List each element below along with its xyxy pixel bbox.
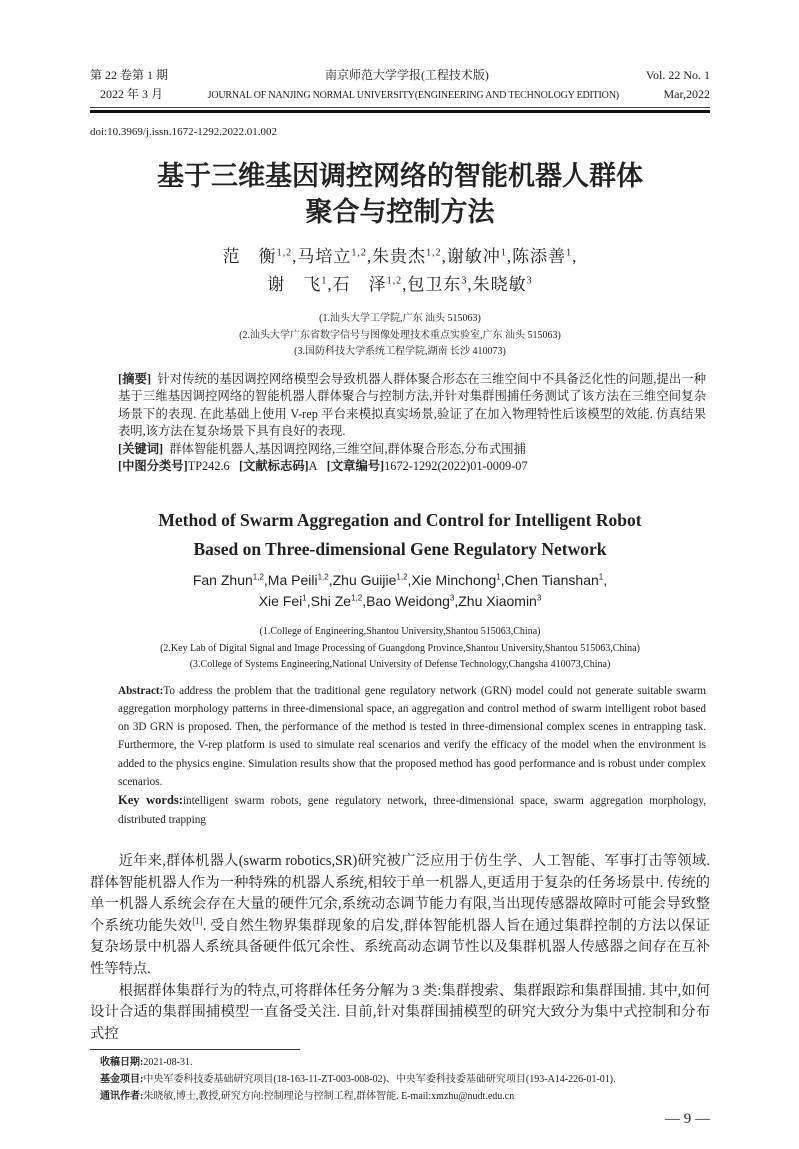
abstract-en [118,682,706,792]
received-date: 2021-08-31. [143,1057,193,1069]
author-name: Xie Minchong [411,572,497,589]
author-affiliation-mark: 1,2 [386,275,403,287]
footnotes [100,1054,710,1105]
author-name: 朱贵杰 [372,247,427,266]
title-cn-line: 聚合与控制方法 [305,197,495,228]
author-affiliation-mark: 3 [526,275,533,287]
author-affiliation-mark: 1,2 [351,247,367,259]
body-paragraph [90,851,710,981]
author-name: Zhu Guijie [332,572,397,589]
header-rule [90,107,710,108]
author-name: 包卫东 [407,275,462,294]
body-text [90,851,710,1045]
body-text-run: 近年来,群体机器人(swarm robotics,SR)研究被广泛应用于仿生学、人工智能、军事打击等领域. 群体智能机器人作为一种特殊的机器人系统,相较于单一机器人,更适用于复杂的任务场景中. 传统的单一机器人系统会存在大量的硬件冗余,系统动态调节能力有限,当出现传感器故障时可能会导致整个系统功能失效 [90,852,710,934]
abstract-en-text: To address the problem that the traditional gene regulatory network (GRN) model could not generate suitable swarm aggregation morphology patterns in three-dimensional space, an aggregation and control method of swarm intelligent robot based on 3D GRN is proposed. Then, the performance of the method is tested in three-dimensional complex scenes in entrapping task. Furthermore, the V-rep platform is used to simulate real scenarios and verify the efficacy of the model when the environment is added to the physics engine. Simulation results show that the proposed method has good performance and is robust under complex scenarios. [118,684,706,789]
abstract-en-block [118,682,706,829]
author-name: 谢 飞 [267,275,322,294]
author-affiliation-mark: 3 [449,593,455,603]
author-name: 范 衡 [222,247,277,266]
author-name: 朱晓敏 [472,275,527,294]
affiliation: (1.汕头大学工学院,广东 汕头 515063) [319,313,481,324]
keywords-en [118,791,706,829]
footnote-fund [100,1071,710,1088]
classification [118,458,706,476]
running-header-row-1 [90,66,710,85]
doc-code-value: A [308,459,318,474]
article-no-label: [文章编号] [326,459,385,474]
author-affiliation-mark: 1,2 [276,247,293,259]
author-affiliation-mark: 1 [500,247,507,259]
fund-label: 基金项目: [100,1074,144,1086]
title-en [90,506,710,564]
header-rule-thick [90,110,710,113]
article-no-value: 1672-1292(2022)01-0009-07 [384,459,528,474]
keywords-en-label: Key words: [118,793,183,808]
fund-text: 中央军委科技委基础研究项目(18-163-11-ZT-003-008-02)、中央军委科技委基础研究项目(193-A14-226-01-01). [143,1074,616,1086]
author-line: Xie Fei$^1$,Shi Ze$^{1,2}$,Bao Weidong$^3$,Zhu Xiaomin$^3$ [258,593,542,610]
corresponding-label: 通讯作者: [100,1091,144,1103]
author-affiliation-mark: 3 [461,275,468,287]
author-name: Fan Zhun [192,572,253,589]
footnote-received [100,1054,710,1071]
author-affiliation-mark: 1 [496,572,501,582]
corresponding-text: 朱晓敏,博士,教授,研究方向:控制理论与控制工程,群体智能. E-mail:xmzhu@nudt.edu.cn [143,1091,515,1103]
keywords-cn-text: 群体智能机器人,基因调控网络,三维空间,群体聚合形态,分布式围捕 [169,441,526,456]
author-name: 石 泽 [332,275,387,294]
abstract-cn-label: [摘要] [118,371,152,386]
author-affiliation-mark: 1 [302,593,307,603]
keywords-en-text: intelligent swarm robots, gene regulatory network, three-dimensional space, swarm aggregation morphology, distributed trapping [118,795,707,826]
author-name: Ma Peili [267,572,318,589]
author-line: Fan Zhun$^{1,2}$,Ma Peili$^{1,2}$,Zhu Guijie$^{1,2}$,Xie Minchong$^1$,Chen Tianshan$^1$, [192,572,608,589]
title-en-line: Method of Swarm Aggregation and Control for Intelligent Robot [158,510,642,531]
author-line: 范 衡$^{1,2}$,马培立$^{1,2}$,朱贵杰$^{1,2}$,谢敏冲$^1$,陈添善$^1$, [222,247,578,266]
author-affiliation-mark: 1 [598,572,604,582]
date-cn: 2022 年 3 月 [100,87,164,101]
author-name: 陈添善 [512,247,567,266]
affiliation: (1.College of Engineering,Shantou University,Shantou 515063,China) [259,626,541,638]
running-header-row-2 [90,85,710,105]
author-name: Shi Ze [310,593,352,610]
received-label: 收稿日期: [100,1057,144,1069]
clc-label: [中图分类号] [118,459,188,474]
author-line: 谢 飞$^1$,石 泽$^{1,2}$,包卫东$^3$,朱晓敏$^3$ [267,275,533,294]
author-affiliation-mark: 1 [566,247,573,259]
author-affiliation-mark: 1,2 [351,593,363,603]
abstract-cn-block [118,371,706,477]
title-en-line: Based on Three-dimensional Gene Regulatory Network [193,539,607,560]
affiliations-cn [90,311,710,361]
author-name: Xie Fei [258,593,303,610]
author-name: 谢敏冲 [446,247,501,266]
volume-issue-en: Vol. 22 No. 1 [645,68,710,82]
footnote-corresponding [100,1088,710,1105]
author-affiliation-mark: 1 [321,275,328,287]
doc-code-label: [文献标志码] [238,459,309,474]
affiliation: (3.国防科技大学系统工程学院,湖南 长沙 410073) [294,346,506,357]
body-paragraph: 根据群体集群行为的特点,可将群体任务分解为 3 类:集群搜索、集群跟踪和集群围捕. 其中,如何设计合适的集群围捕模型一直备受关注. 目前,针对集群围捕模型的研究大致分为集中式控制和分布式控 [90,982,710,1042]
affiliations-en [90,624,710,674]
author-name: Chen Tianshan [504,572,599,589]
author-name: Bao Weidong [366,593,450,610]
affiliation: (3.College of Systems Engineering,National University of Defense Technology,Changsha 410073,China) [189,659,611,671]
journal-name-cn: 南京师范大学学报(工程技术版) [324,68,489,82]
author-affiliation-mark: 1,2 [396,572,408,582]
author-affiliation-mark: 3 [536,593,542,603]
abstract-cn [118,371,706,441]
author-affiliation-mark: 1,2 [252,572,264,582]
abstract-en-label: Abstract: [118,684,164,697]
journal-name-en: JOURNAL OF NANJING NORMAL UNIVERSITY(ENGINEERING AND TECHNOLOGY EDITION) [207,90,619,101]
title-cn-line: 基于三维基因调控网络的智能机器人群体 [157,161,643,192]
authors-cn [90,243,710,299]
date-en: Mar,2022 [663,87,710,101]
author-affiliation-mark: 1,2 [317,572,329,582]
keywords-cn-label: [关键词] [118,441,164,456]
keywords-cn [118,441,706,459]
author-name: Zhu Xiaomin [458,593,537,610]
clc-value: TP242.6 [187,459,230,474]
doi: doi:10.3969/j.issn.1672-1292.2022.01.002 [90,126,278,138]
authors-en [90,570,710,612]
title-cn [90,159,710,231]
footnote-rule [90,1049,300,1050]
citation[interactable]: [1] [192,915,203,926]
page-number: — 9 — [665,1111,710,1128]
affiliation: (2.汕头大学广东省数字信号与图像处理技术重点实验室,广东 汕头 515063) [239,329,561,341]
affiliation: (2.Key Lab of Digital Signal and Image Processing of Guangdong Province,Shantou University,Shantou 515063,China) [160,642,640,654]
author-name: 马培立 [297,247,352,266]
body-text-run: . 受自然生物界集群现象的启发,群体智能机器人旨在通过集群控制的方法以保证复杂场景中机器人系统具备硬件低冗余性、系统高动态调节性以及集群机器人传感器之间存在互补性等特点. [90,917,710,977]
author-affiliation-mark: 1,2 [426,247,442,259]
abstract-cn-text: 针对传统的基因调控网络模型会导致机器人群体聚合形态在三维空间中不具备泛化性的问题,提出一种基于三维基因调控网络的智能机器人群体聚合与控制方法,并针对集群围捕任务测试了该方法在三维空间复杂场景下的表现. 在此基础上使用 V-rep 平台来模拟真实场景,验证了在加入物理特性后该模型的效能. 仿真结果表明,该方法在复杂场景下具有良好的表现. [118,371,706,439]
volume-issue-cn: 第 22 卷第 1 期 [90,68,169,82]
